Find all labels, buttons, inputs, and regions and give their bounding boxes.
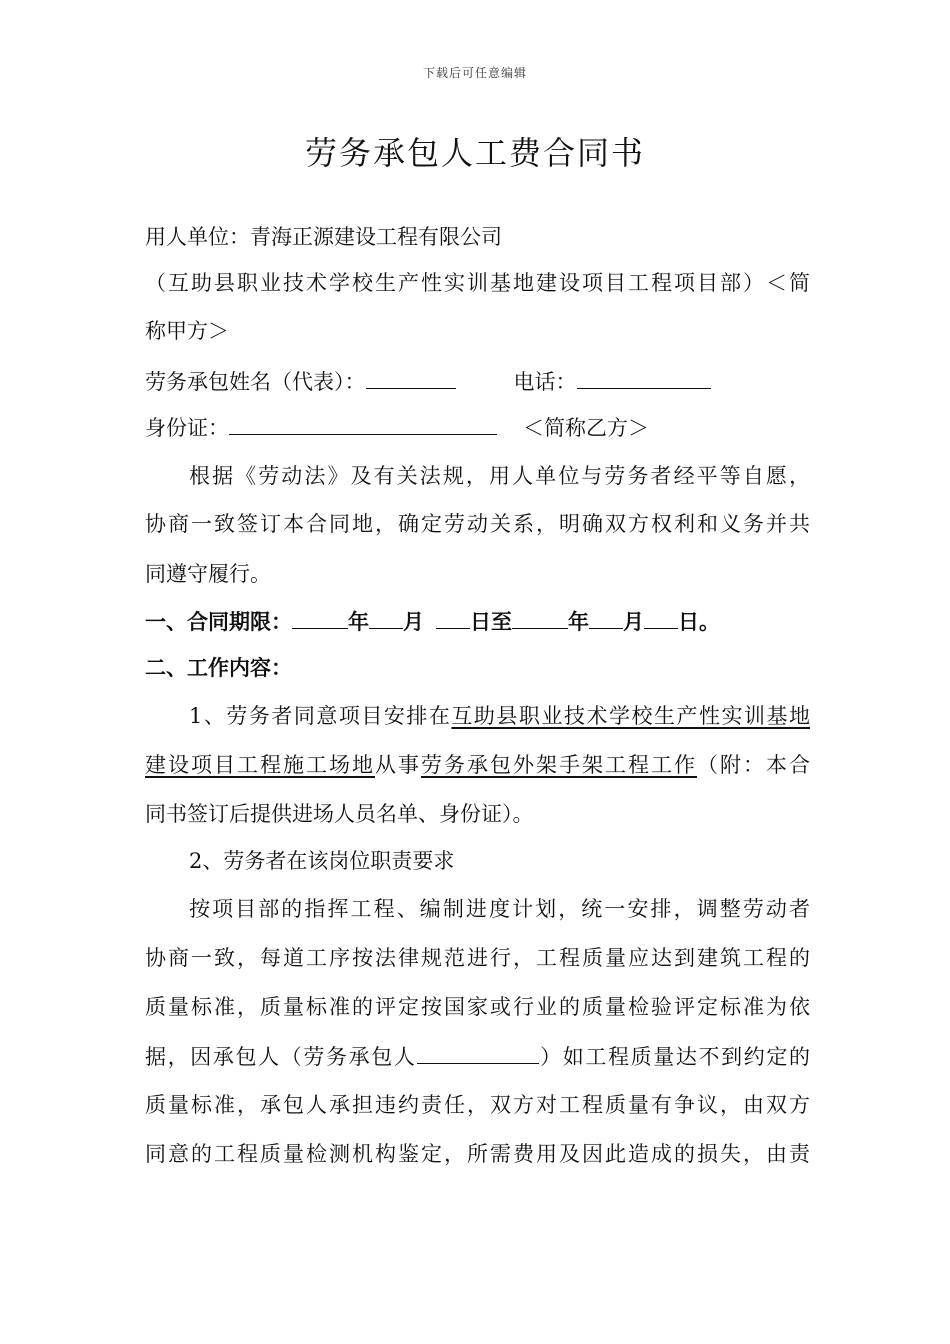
intro-line-2: 协商一致签订本合同地，确定劳动关系，明确双方权利和义务并共	[145, 512, 810, 536]
item1-line-1	[189, 701, 810, 731]
body-line-2: 协商一致，每道工序按法律规范进行，工程质量应达到建筑工程的	[145, 946, 810, 970]
item1-place-part1: 互助县职业技术学校生产性实训基地	[451, 704, 810, 728]
end-day-label: 日。	[678, 610, 720, 634]
id-blank[interactable]	[229, 412, 497, 435]
phone-label: 电话：	[513, 370, 577, 394]
contractor-name-inline-blank[interactable]	[417, 1041, 539, 1064]
employer-dept-line: （互助县职业技术学校生产性实训基地建设项目工程项目部）＜简	[145, 271, 810, 295]
start-day-blank[interactable]	[436, 606, 470, 629]
start-month-blank[interactable]	[369, 606, 403, 629]
item1-prefix: 1、劳务者同意项目安排在	[189, 704, 452, 728]
contractor-name-blank[interactable]	[366, 366, 456, 389]
employer-abbr-line: 称甲方＞	[145, 319, 229, 343]
section-work-content: 二、工作内容：	[145, 656, 292, 680]
section-term-label: 一、合同期限：	[145, 610, 292, 634]
employer-line	[145, 222, 810, 252]
item1-line-3: 同书签订后提供进场人员名单、身份证）。	[145, 802, 534, 826]
start-year-label: 年	[348, 610, 369, 634]
document-title: 劳务承包人工费合同书	[304, 134, 645, 172]
item1-work: 劳务承包外架手架工程工作	[421, 753, 697, 777]
employer-label: 用人单位：	[145, 225, 250, 249]
contractor-abbr: ＜简称乙方＞	[523, 416, 649, 440]
body-line-6: 同意的工程质量检测机构鉴定，所需费用及因此造成的损失，由责	[145, 1142, 810, 1166]
start-year-blank[interactable]	[292, 606, 348, 629]
header-note: 下载后可任意编辑	[422, 66, 527, 80]
employer-value: 青海正源建设工程有限公司	[250, 225, 502, 249]
item1-mid: 从事	[375, 753, 421, 777]
start-month-label: 月	[403, 610, 424, 634]
item1-suffix: （附：本合	[697, 753, 810, 777]
intro-line-1: 根据《劳动法》及有关法规，用人单位与劳务者经平等自愿，	[189, 464, 810, 488]
body-line-4	[145, 1041, 810, 1072]
contractor-name-label: 劳务承包姓名（代表）：	[145, 370, 366, 394]
end-year-blank[interactable]	[512, 606, 568, 629]
end-month-blank[interactable]	[589, 606, 623, 629]
item2-title: 2、劳务者在该岗位职责要求	[189, 849, 455, 873]
body-line-4-b: ）如工程质量达不到约定的	[538, 1045, 810, 1069]
body-line-3: 质量标准，质量标准的评定按国家或行业的质量检验评定标准为依	[145, 995, 810, 1019]
body-line-5: 质量标准，承包人承担违约责任，双方对工程质量有争议，由双方	[145, 1093, 810, 1117]
intro-line-3: 同遵守履行。	[145, 562, 271, 586]
end-day-blank[interactable]	[644, 606, 678, 629]
id-label: 身份证：	[145, 416, 229, 440]
item1-place-part2: 建设项目工程施工场地	[145, 753, 375, 777]
section-term	[145, 606, 810, 637]
item1-line-2	[145, 750, 810, 780]
start-day-label: 日至	[470, 610, 512, 634]
body-line-1: 按项目部的指挥工程、编制进度计划，统一安排，调整劳动者	[189, 897, 810, 921]
phone-blank[interactable]	[577, 366, 711, 389]
body-line-4-a: 据，因承包人（劳务承包人	[145, 1045, 417, 1069]
contractor-id-line	[145, 412, 810, 443]
contractor-name-line	[145, 366, 810, 397]
end-year-label: 年	[568, 610, 589, 634]
end-month-label: 月	[623, 610, 644, 634]
